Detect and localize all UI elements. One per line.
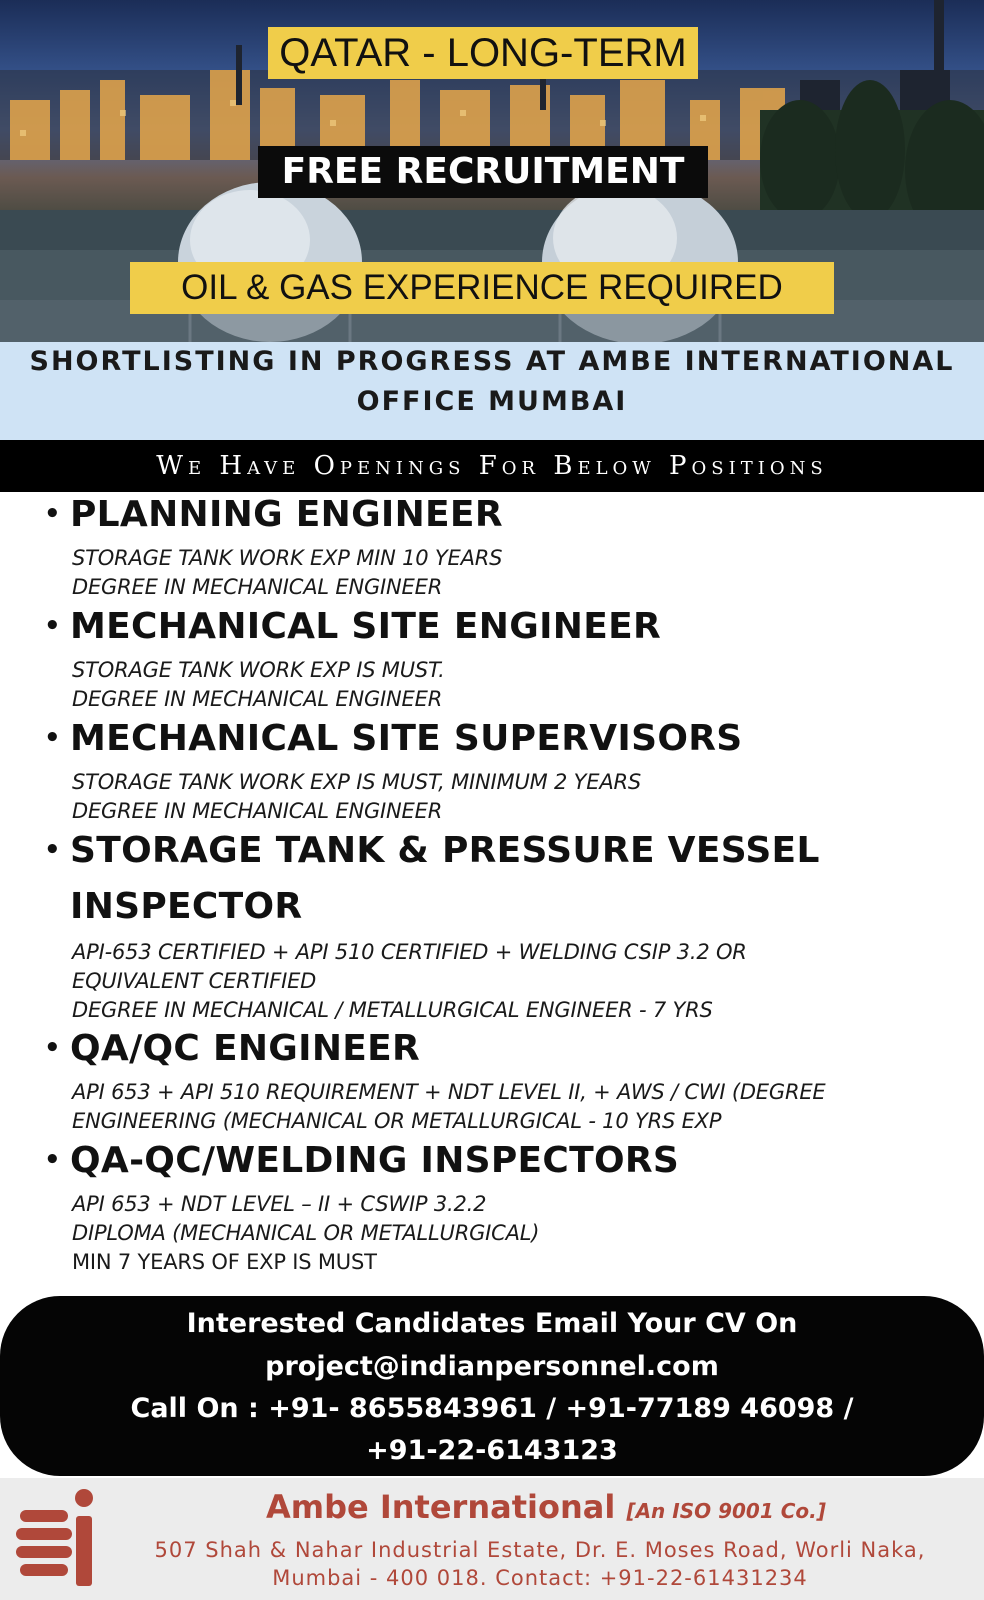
requirement-line: STORAGE TANK WORK EXP IS MUST. (72, 658, 445, 682)
requirement-banner: OIL & GAS EXPERIENCE REQUIRED (130, 262, 834, 314)
position-title-continued: INSPECTOR (70, 886, 303, 927)
position-title: PLANNING ENGINEER (70, 494, 503, 535)
address-line1: 507 Shah & Nahar Industrial Estate, Dr. E. Moses Road, Worli Naka, (154, 1538, 926, 1562)
position-title: MECHANICAL SITE ENGINEER (70, 606, 662, 647)
shortlisting-line1: SHORTLISTING IN PROGRESS AT AMBE INTERNATIONAL (29, 346, 955, 377)
bullet: • (44, 499, 61, 529)
iso-badge: [An ISO 9001 Co.] (626, 1499, 826, 1523)
bullet: • (44, 1033, 61, 1063)
company-name (266, 1488, 826, 1526)
requirement-line: API 653 + API 510 REQUIREMENT + NDT LEVEL II, + AWS / CWI (DEGREE (72, 1080, 826, 1104)
requirement-line: STORAGE TANK WORK EXP IS MUST, MINIMUM 2 YEARS (72, 770, 642, 794)
bullet: • (44, 835, 61, 865)
requirement-line: DEGREE IN MECHANICAL ENGINEER (72, 575, 443, 599)
shortlisting-line2: OFFICE MUMBAI (356, 386, 628, 417)
requirement-line: MIN 7 YEARS OF EXP IS MUST (72, 1250, 377, 1274)
requirement-line: EQUIVALENT CERTIFIED (72, 969, 317, 993)
openings-heading: We Have Openings For Below Positions (156, 451, 828, 481)
position-title: MECHANICAL SITE SUPERVISORS (70, 718, 743, 759)
position-title: QA/QC ENGINEER (70, 1028, 421, 1069)
company-logo-icon (14, 1486, 102, 1592)
headline-banner: QATAR - LONG-TERM (268, 27, 698, 79)
requirement-line: DEGREE IN MECHANICAL ENGINEER (72, 799, 443, 823)
bullet: • (44, 723, 61, 753)
contact-phone-secondary[interactable]: +91-22-6143123 (366, 1435, 618, 1466)
contact-intro: Interested Candidates Email Your CV On (186, 1308, 798, 1339)
requirement-line: DEGREE IN MECHANICAL ENGINEER (72, 687, 443, 711)
requirement-line: STORAGE TANK WORK EXP MIN 10 YEARS (72, 546, 503, 570)
requirement-line: DIPLOMA (MECHANICAL OR METALLURGICAL) (72, 1221, 540, 1245)
requirement-line: API 653 + NDT LEVEL – II + CSWIP 3.2.2 (72, 1192, 487, 1216)
contact-phone-numbers[interactable]: Call On : +91- 8655843961 / +91-77189 46098 / (130, 1393, 854, 1424)
openings-band (0, 440, 984, 492)
position-title: STORAGE TANK & PRESSURE VESSEL (70, 830, 820, 871)
footer (0, 1478, 984, 1600)
subheadline-banner: FREE RECRUITMENT (258, 146, 708, 198)
shortlisting-band (0, 342, 984, 440)
requirement-line: DEGREE IN MECHANICAL / METALLURGICAL ENGINEER - 7 YRS (72, 998, 713, 1022)
bullet: • (44, 1145, 61, 1175)
contact-panel (0, 1296, 984, 1476)
position-title: QA-QC/WELDING INSPECTORS (70, 1140, 680, 1181)
hero-banner (0, 0, 984, 342)
contact-email-link[interactable]: project@indianpersonnel.com (265, 1351, 719, 1382)
requirement-line: API-653 CERTIFIED + API 510 CERTIFIED + WELDING CSIP 3.2 OR (72, 940, 747, 964)
bullet: • (44, 611, 61, 641)
company-name-text: Ambe International (266, 1488, 616, 1526)
address-line2: Mumbai - 400 018. Contact: +91-22-61431234 (272, 1566, 808, 1590)
requirement-line: ENGINEERING (MECHANICAL OR METALLURGICAL - 10 YRS EXP (72, 1109, 722, 1133)
